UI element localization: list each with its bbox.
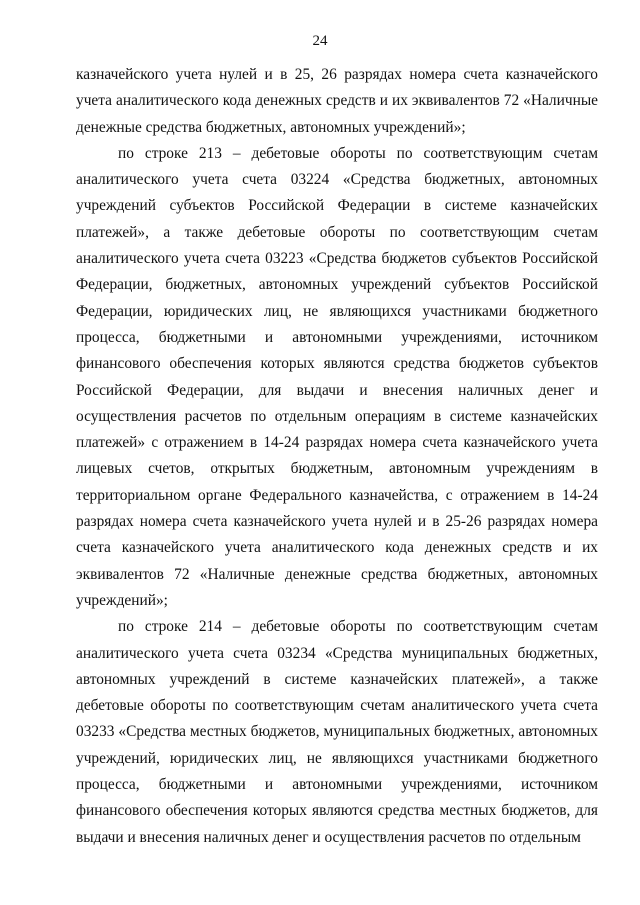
paragraph-continuation: казначейского учета нулей и в 25, 26 разрядах номера счета казначейского учета аналитического кода денежных средств и их эквивалентов 72 «Наличные денежные средства бюджетных, автономных учреждений»; xyxy=(76,66,598,136)
paragraph-line-214: по строке 214 – дебетовые обороты по соответствующим счетам аналитического учета счета 03234 «Средства муниципальных бюджетных, автономных учреждений в системе казначейских платежей», а также дебетовые обороты по соответствующим счетам аналитического учета счета 03233 «Средства местных бюджетов, муниципальных бюджетных, автономных учреждений, юридических лиц, не являющихся участниками бюджетного процесса, бюджетными и автономными учреждениями, источником финансового обеспечения которых являются средства местных бюджетов, для выдачи и внесения наличных денег и осуществления расчетов по отдельным xyxy=(76,618,598,846)
paragraph-line-213: по строке 213 – дебетовые обороты по соответствующим счетам аналитического учета счета 03224 «Средства бюджетных, автономных учреждений субъектов Российской Федерации в системе казначейских платежей», а также дебетовые обороты по соответствующим счетам аналитического учета счета 03223 «Средства бюджетов субъектов Российской Федерации, бюджетных, автономных учреждений субъектов Российской Федерации, юридических лиц, не являющихся участниками бюджетного процесса, бюджетными и автономными учреждениями, источником финансового обеспечения которых являются средства бюджетов субъектов Российской Федерации, для выдачи и внесения наличных денег и осуществления расчетов по отдельным операциям в системе казначейских платежей» с отражением в 14-24 разрядах номера счета казначейского учета лицевых счетов, открытых бюджетным, автономным учреждениям в территориальном органе Федерального казначейства, с отражением в 14-24 разрядах номера счета казначейского учета нулей и в 25-26 разрядах номера счета казначейского учета аналитического кода денежных средств и их эквивалентов 72 «Наличные денежные средства бюджетных, автономных учреждений»; xyxy=(76,144,598,609)
page-number: 24 xyxy=(312,33,328,49)
document-body xyxy=(76,62,598,851)
